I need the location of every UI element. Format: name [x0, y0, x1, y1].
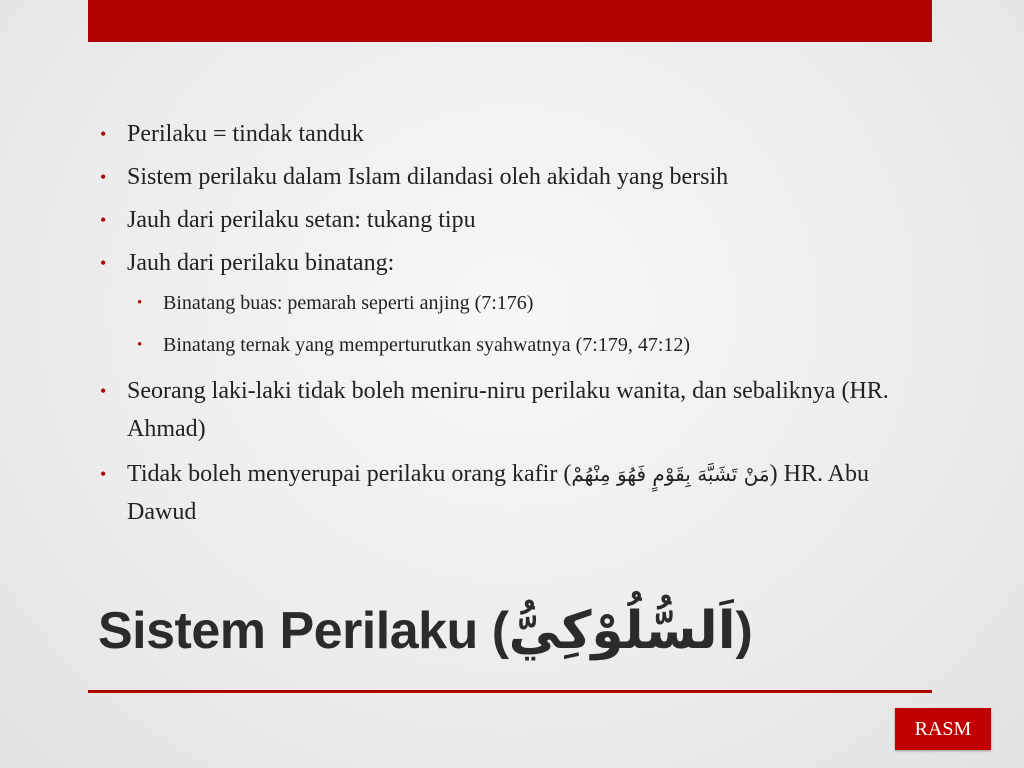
sub-bullet-item	[137, 288, 940, 318]
bullet-text: Sistem perilaku dalam Islam dilandasi oleh akidah yang bersih	[127, 164, 729, 190]
title-arabic-text: اَلسُّلُوْكِيُّ	[508, 601, 736, 661]
bullet-icon: •	[100, 464, 107, 484]
rasm-badge: RASM	[895, 708, 991, 750]
bullet-item	[100, 455, 940, 531]
sub-bullet-icon: •	[137, 295, 143, 311]
bullet-item	[100, 116, 940, 152]
sub-bullet-text: Binatang ternak yang memperturutkan syahwatnya (7:179, 47:12)	[163, 334, 691, 356]
bullet-item	[100, 159, 940, 195]
bullet-icon: •	[100, 253, 107, 273]
bullet-text: Seorang laki-laki tidak boleh meniru-niru perilaku wanita, dan sebaliknya (HR. Ahmad)	[127, 378, 889, 442]
sub-bullet-item	[137, 330, 940, 360]
bullet-list-continued	[100, 372, 940, 531]
bullet-icon: •	[100, 167, 107, 187]
top-accent-bar	[88, 0, 932, 42]
slide-title	[98, 596, 938, 666]
arabic-hadith-text: مَنْ تَشَبَّهَ بِقَوْمٍ فَهُوَ مِنْهُمْ	[571, 462, 770, 486]
title-text: Sistem Perilaku (	[98, 602, 509, 660]
bullet-text: Perilaku = tindak tanduk	[127, 121, 364, 147]
sub-bullet-list	[100, 288, 940, 360]
bullet-icon: •	[100, 381, 107, 401]
slide-content	[100, 116, 940, 538]
title-close-paren: )	[735, 602, 753, 660]
bullet-item	[100, 202, 940, 238]
bullet-text: Jauh dari perilaku binatang:	[127, 250, 395, 276]
bullet-text-before: Tidak boleh menyerupai perilaku orang kafir (	[127, 461, 572, 487]
title-underline	[88, 690, 932, 693]
bullet-text: Jauh dari perilaku setan: tukang tipu	[127, 207, 476, 233]
bullet-list	[100, 116, 940, 281]
sub-bullet-icon: •	[137, 337, 143, 353]
bullet-icon: •	[100, 124, 107, 144]
bullet-item	[100, 372, 940, 448]
bullet-text-after: ) HR. Abu Dawud	[127, 461, 869, 525]
bullet-icon: •	[100, 210, 107, 230]
sub-bullet-text: Binatang buas: pemarah seperti anjing (7:176)	[163, 292, 534, 314]
bullet-item	[100, 245, 940, 281]
